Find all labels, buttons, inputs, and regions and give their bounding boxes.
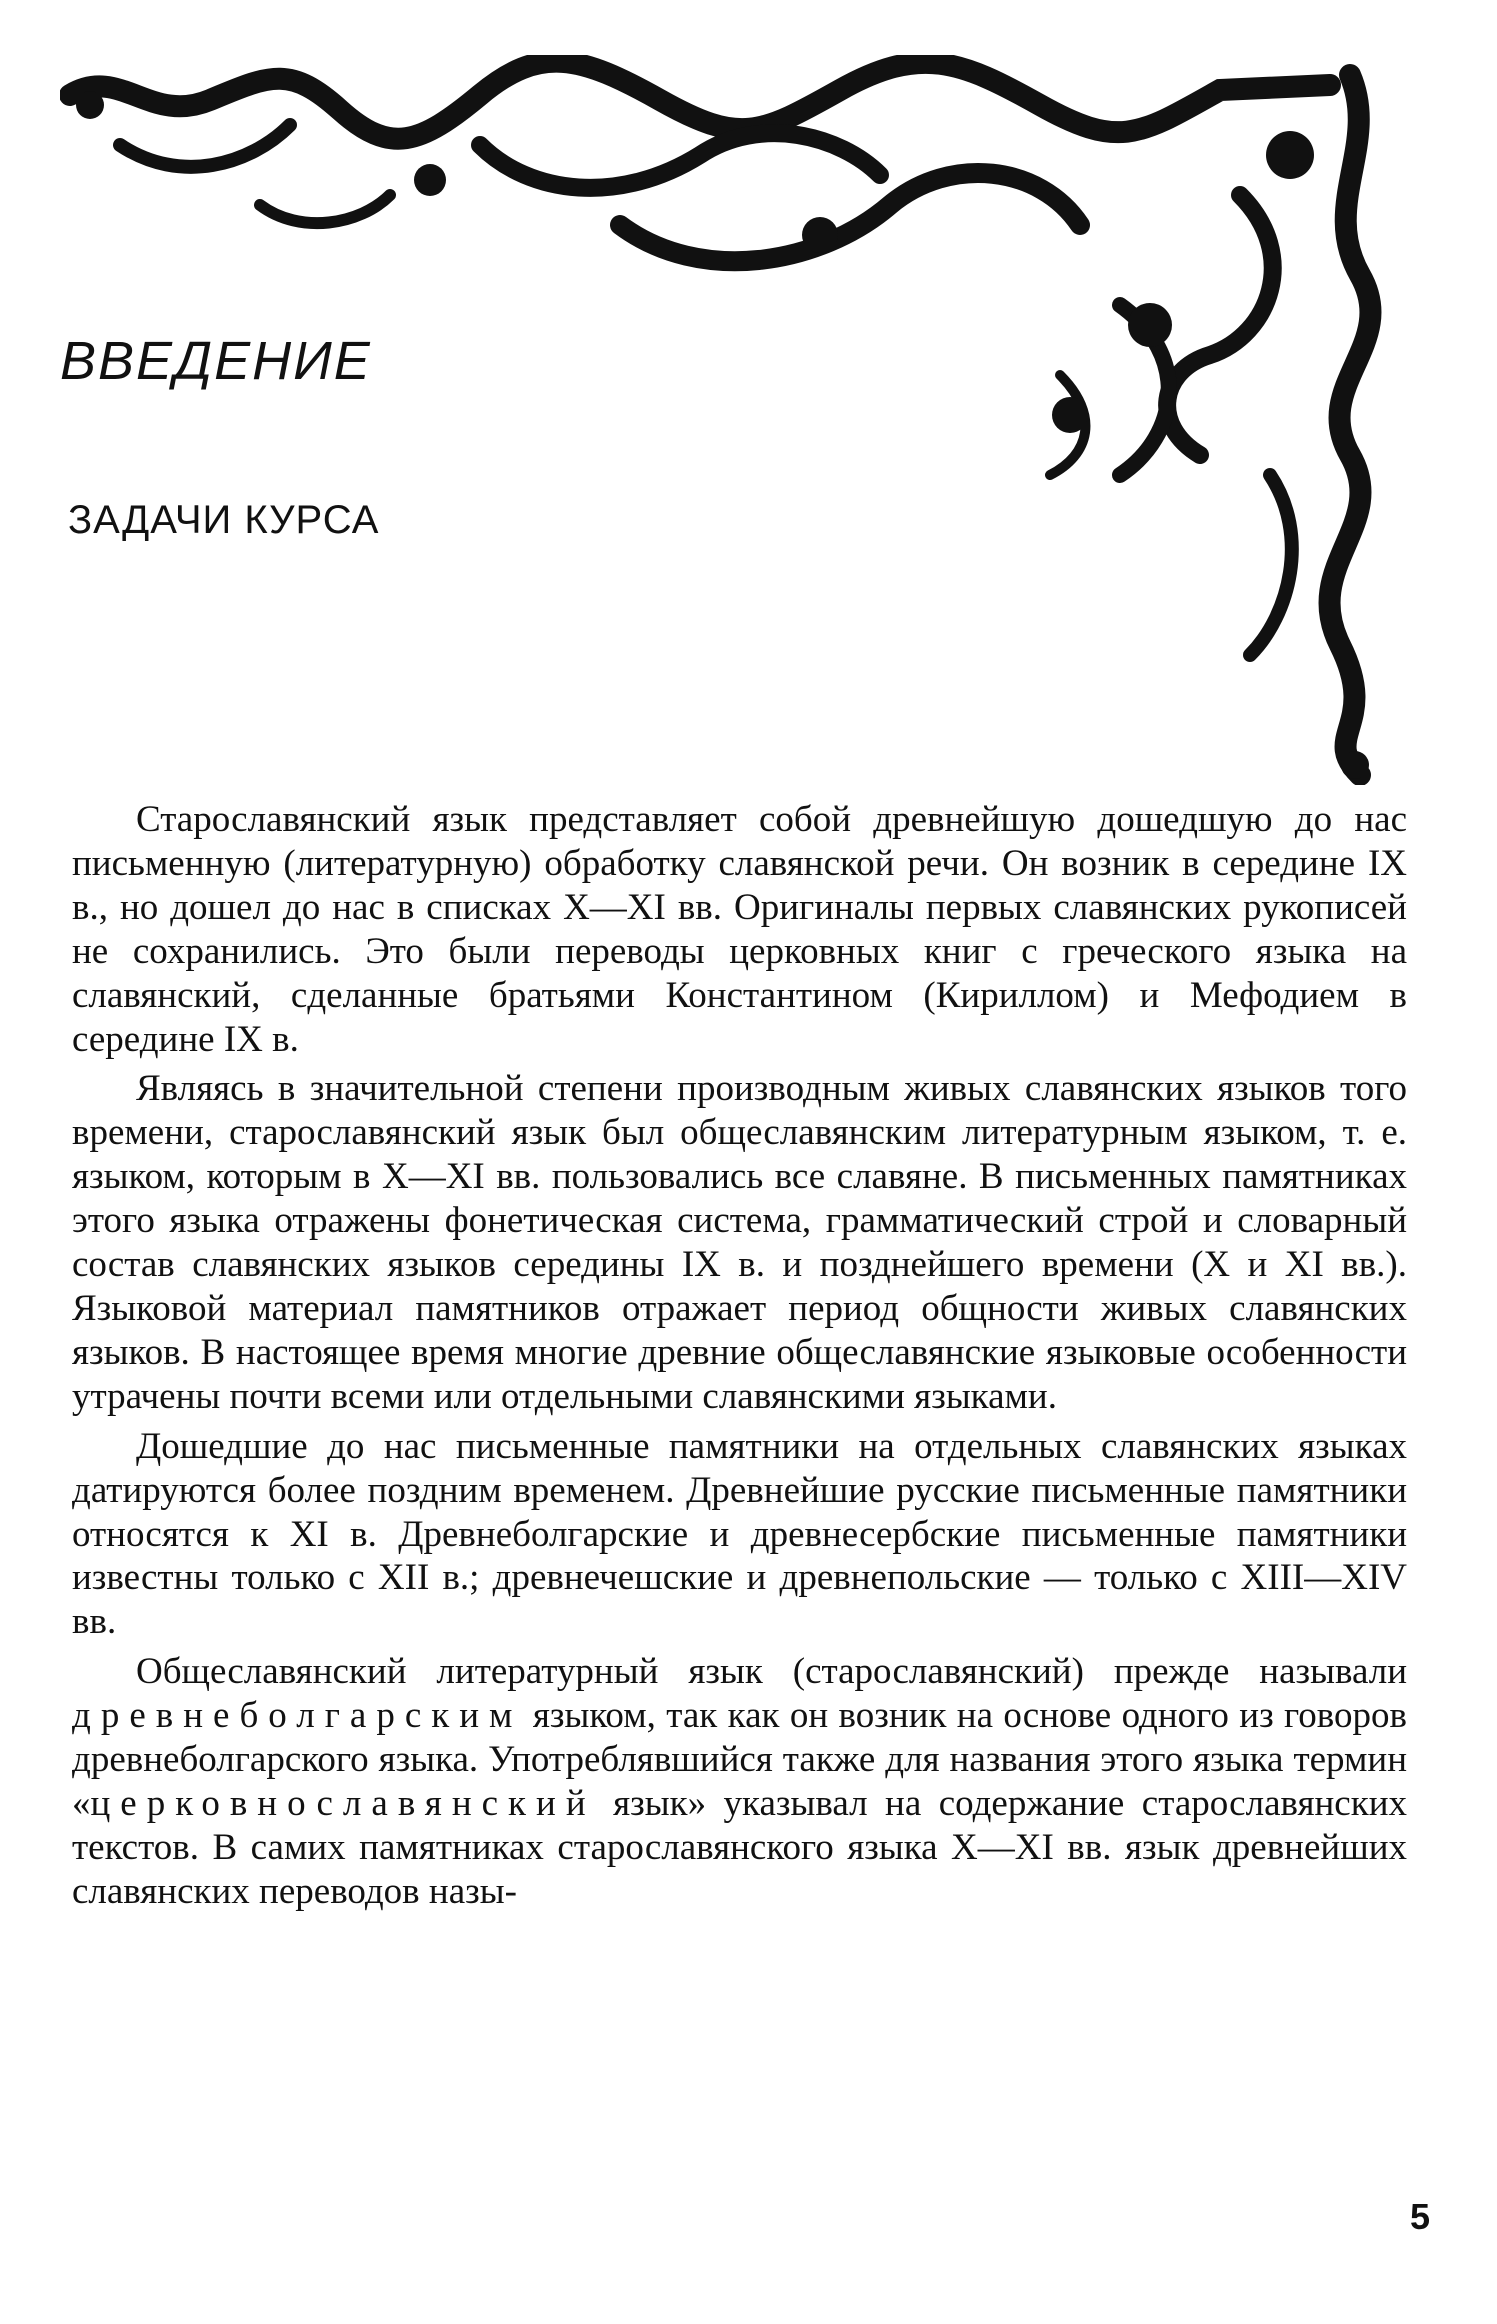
flower-icon — [1266, 131, 1314, 179]
section-title: ЗАДАЧИ КУРСА — [68, 498, 380, 542]
flower-icon — [414, 164, 446, 196]
paragraph-4-text: Общеславянский литературный язык (старославянский) прежде называли — [136, 1651, 1407, 1693]
flower-icon — [1128, 303, 1172, 347]
ornament-right-band — [1329, 75, 1370, 775]
paragraph-2: Являясь в значительной степени производным живых славянских языков того времени, старославянский язык был общеславянским литературным языком, т. е. языком, которым в X—XI вв. пользовались все славяне. В письменных памятниках этого языка отражены фонетическая система, грамматический строй и словарный состав славянских языков середины IX в. и позднейшего времени (X и XI вв.). Языковой материал памятников отражает период общности живых славянских языков. В настоящее время многие древние общеславянские языковые особенности утрачены почти всеми или отдельными славянскими языками. — [72, 1068, 1407, 1417]
chapter-title: ВВЕДЕНИЕ — [60, 331, 372, 391]
emphasis-term: церковнославянский — [90, 1782, 596, 1824]
ornament-top-band — [70, 62, 1330, 139]
paragraph-3: Дошедшие до нас письменные памятники на отдельных славянских языках датируются более поздним временем. Древнейшие русские письменные памятники относятся к XI в. Древнеболгарские и древнесербские письменные памятники известны только с XII в.; древнечешские и древнепольские — только с XIII—XIV вв. — [72, 1425, 1407, 1643]
page-number: 5 — [1410, 2196, 1431, 2237]
corner-ornament — [60, 55, 1390, 785]
emphasis-term: древнеболгарским — [72, 1695, 523, 1737]
flower-icon — [802, 217, 838, 253]
paragraph-1: Старославянский язык представляет собой древнейшую дошедшую до нас письменную (литературную) обработку славянской речи. Он возник в середине IX в., но дошел до нас в списках X—XI вв. Оригиналы первых славянских рукописей не сохранились. Это были переводы церковных книг с греческого языка на славянский, сделанные братьями Константином (Кириллом) и Мефодием в середине IX в. — [72, 799, 1407, 1060]
body-text — [72, 798, 1407, 1920]
paragraph-4-text: языком, так как он возник на основе одного из говоров древнеболгарского языка. Употреблявшийся также для названия этого языка термин « — [72, 1695, 1407, 1824]
paragraph-4-text: язык» указывал на содержание старославянских текстов. В самих памятниках старославянского языка X—XI вв. язык древнейших славянских переводов назы- — [72, 1782, 1407, 1912]
flower-icon — [1052, 397, 1088, 433]
paragraph-4 — [72, 1650, 1407, 1913]
